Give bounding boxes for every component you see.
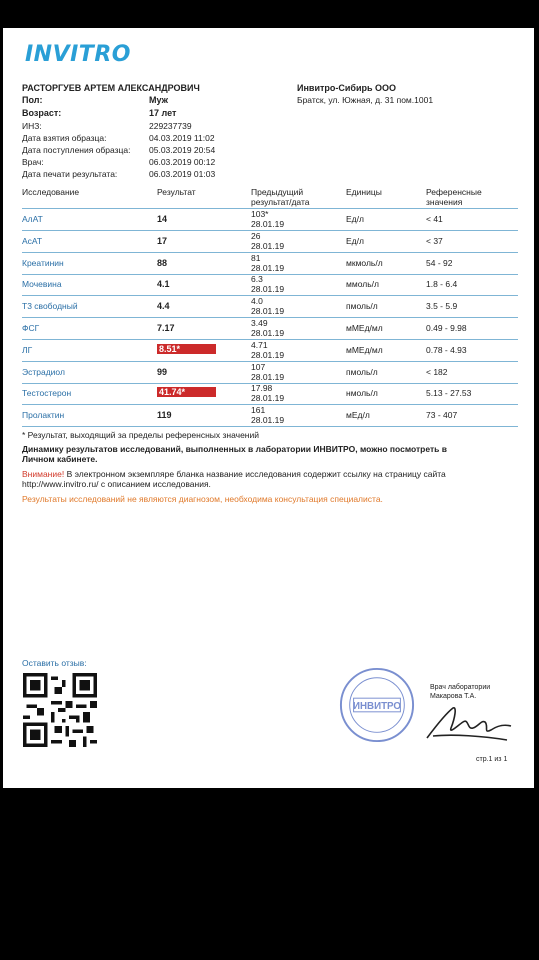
disclaimer: Результаты исследований не являются диагнозом, необходима консультация специалиста. — [22, 494, 383, 504]
previous-result — [251, 405, 284, 425]
table-row — [3, 340, 534, 362]
previous-result — [251, 340, 284, 360]
previous-date: 28.01.19 — [251, 349, 285, 360]
lab-name: Инвитро-Сибирь ООО — [297, 83, 397, 93]
header-ref — [426, 187, 482, 207]
lab-address: Братск, ул. Южная, д. 31 пом.1001 — [297, 95, 434, 105]
doctor-label: Врач: — [22, 157, 44, 167]
age-value: 17 лет — [149, 108, 177, 118]
test-name-link[interactable]: ЛГ — [22, 344, 33, 355]
header-test: Исследование — [22, 187, 80, 197]
previous-value: 4.71 — [251, 339, 268, 350]
result-value: 119 — [157, 410, 172, 421]
printed-value: 06.03.2019 01:03 — [149, 169, 216, 179]
header-units: Единицы — [346, 187, 382, 197]
reference-value: 73 - 407 — [426, 410, 458, 421]
patient-name: РАСТОРГУЕВ АРТЕМ АЛЕКСАНДРОВИЧ — [22, 83, 200, 93]
test-name-link[interactable]: АлАТ — [22, 214, 43, 224]
previous-value: 26 — [251, 230, 261, 241]
dynamics-link[interactable]: Личном кабинете. — [22, 454, 98, 464]
table-row — [3, 405, 534, 427]
result-value: 7.17 — [157, 323, 175, 333]
units-value: Ед/л — [346, 235, 364, 246]
test-name-link[interactable]: Креатинин — [22, 257, 64, 268]
reference-value: 54 - 92 — [426, 257, 453, 268]
attention-text: В электронном экземпляре бланка название исследования содержит ссылку на страницу сайта — [64, 469, 446, 479]
previous-result — [251, 253, 284, 273]
invitro-link[interactable]: http://www.invitro.ru/ с описанием исследования. — [22, 479, 211, 489]
report-sheet — [3, 28, 534, 788]
table-row — [3, 253, 534, 275]
page-number: стр.1 из 1 — [476, 756, 508, 763]
row-divider — [22, 426, 518, 427]
doctor-role: Врач лаборатории — [430, 684, 491, 691]
previous-date: 28.01.19 — [251, 262, 285, 273]
doctor-signature — [423, 700, 515, 750]
footnote: * Результат, выходящий за пределы референсных значений — [22, 430, 259, 440]
table-row — [3, 296, 534, 318]
reference-value: 0.78 - 4.93 — [426, 344, 467, 355]
units-value: Ед/л — [346, 214, 364, 224]
inz-label: ИНЗ: — [22, 121, 42, 131]
result-value: 8.51* — [157, 344, 216, 354]
table-row — [3, 274, 534, 296]
units-value: пмоль/л — [346, 366, 378, 377]
reference-value: < 37 — [426, 235, 443, 246]
received-label: Дата поступления образца: — [22, 145, 131, 155]
previous-date: 28.01.19 — [251, 219, 285, 229]
attention-note — [22, 469, 446, 479]
previous-date: 28.01.19 — [251, 328, 285, 338]
previous-result — [251, 296, 284, 316]
result-value: 99 — [157, 366, 168, 377]
received-value: 05.03.2019 20:54 — [149, 145, 216, 155]
previous-date: 28.01.19 — [251, 240, 285, 251]
printed-label: Дата печати результата: — [22, 169, 118, 179]
units-value: мМЕд/мл — [346, 344, 383, 355]
result-value: 4.1 — [157, 279, 170, 290]
doctor-date: 06.03.2019 00:12 — [149, 157, 216, 167]
test-name-link[interactable]: АсАТ — [22, 235, 43, 246]
units-value: нмоль/л — [346, 388, 378, 399]
test-name-link[interactable]: Пролактин — [22, 410, 65, 421]
table-row — [3, 209, 534, 231]
previous-result — [251, 231, 284, 251]
reference-value: < 41 — [426, 214, 443, 224]
sex-label: Пол: — [22, 95, 43, 105]
units-value: мМЕд/мл — [346, 323, 383, 333]
previous-result — [251, 209, 284, 229]
previous-date: 28.01.19 — [251, 371, 285, 382]
test-name-link[interactable]: ФСГ — [22, 323, 40, 333]
doctor-name: Макарова Т.А. — [430, 693, 477, 700]
previous-value: 4.0 — [251, 296, 263, 307]
table-row — [3, 383, 534, 405]
inz-value: 229237739 — [149, 121, 192, 131]
reference-value: < 182 — [426, 366, 448, 377]
test-name-link[interactable]: Т3 свободный — [22, 301, 78, 312]
test-name-link[interactable]: Мочевина — [22, 279, 62, 290]
stamp-text: ИНВИТРО — [352, 700, 402, 712]
taken-value: 04.03.2019 11:02 — [149, 133, 215, 143]
previous-value: 103* — [251, 209, 269, 219]
previous-result — [251, 274, 284, 294]
units-value: пмоль/л — [346, 301, 378, 312]
previous-date: 28.01.19 — [251, 306, 285, 317]
reference-value: 5.13 - 27.53 — [426, 388, 472, 399]
feedback-qr-code[interactable] — [23, 673, 97, 747]
table-row — [3, 318, 534, 340]
table-row — [3, 231, 534, 253]
previous-date: 28.01.19 — [251, 415, 285, 426]
header-ref-line1: Референсные — [426, 187, 482, 197]
units-value: ммоль/л — [346, 279, 379, 290]
units-value: мкмоль/л — [346, 257, 383, 268]
attention-word: Внимание! — [22, 469, 65, 479]
previous-result — [251, 318, 284, 338]
previous-date: 28.01.19 — [251, 284, 285, 295]
taken-label: Дата взятия образца: — [22, 133, 107, 143]
result-value: 17 — [157, 235, 168, 246]
reference-value: 3.5 - 5.9 — [426, 301, 458, 312]
previous-value: 6.3 — [251, 274, 263, 285]
test-name-link[interactable]: Тестостерон — [22, 388, 72, 399]
previous-value: 81 — [251, 252, 261, 263]
lab-stamp — [338, 666, 416, 744]
header-prev — [251, 187, 309, 207]
previous-value: 17.98 — [251, 383, 273, 394]
previous-value: 107 — [251, 361, 266, 372]
result-value: 4.4 — [157, 301, 170, 312]
previous-date: 28.01.19 — [251, 393, 285, 404]
invitro-logo: INVITRO — [25, 42, 131, 67]
result-value: 88 — [157, 257, 168, 268]
previous-value: 161 — [251, 405, 266, 416]
previous-result — [251, 362, 284, 382]
previous-value: 3.49 — [251, 318, 268, 328]
feedback-label: Оставить отзыв: — [22, 658, 87, 668]
dynamics-text-1: Динамику результатов исследований, выполненных в лаборатории ИНВИТРО, можно посмотреть в — [22, 444, 447, 454]
result-value: 14 — [157, 214, 168, 224]
sex-value: Муж — [149, 95, 168, 105]
reference-value: 0.49 - 9.98 — [426, 323, 467, 333]
age-label: Возраст: — [22, 108, 62, 118]
previous-result — [251, 383, 284, 403]
table-row — [3, 362, 534, 384]
reference-value: 1.8 - 6.4 — [426, 279, 458, 290]
units-value: мЕд/л — [346, 410, 370, 421]
header-prev-line2: результат/дата — [251, 197, 310, 207]
header-result: Результат — [157, 187, 196, 197]
result-value: 41.74* — [157, 387, 216, 397]
header-ref-line2: значения — [426, 197, 463, 207]
test-name-link[interactable]: Эстрадиол — [22, 366, 65, 377]
header-prev-line1: Предыдущий — [251, 187, 304, 197]
